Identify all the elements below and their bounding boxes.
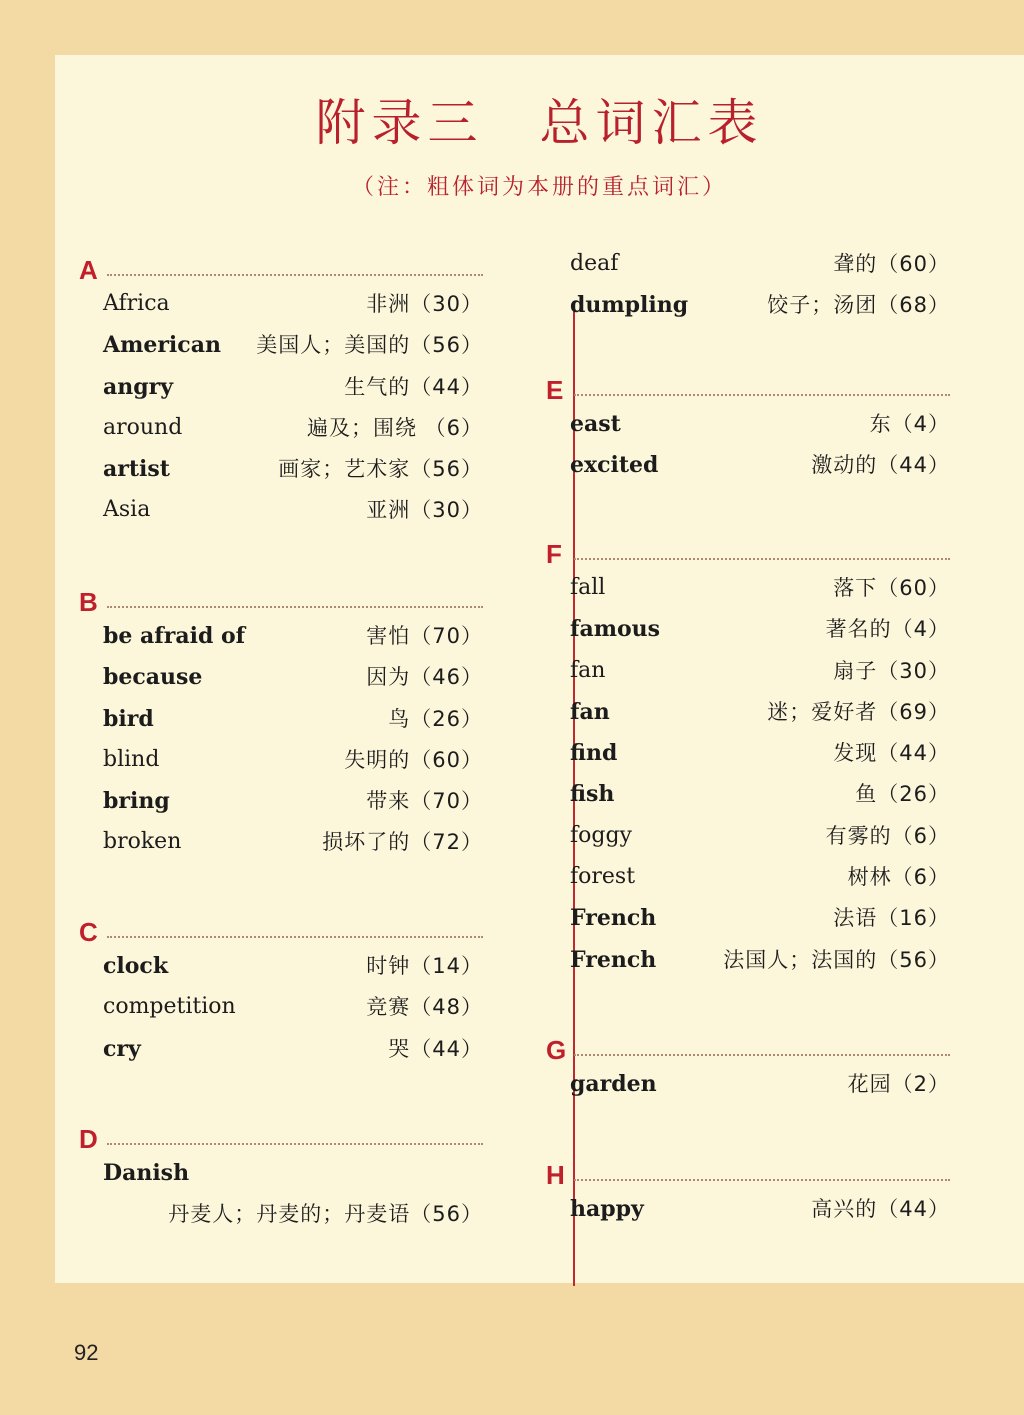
section-header <box>79 588 483 616</box>
entry-word: blind <box>103 746 160 772</box>
entry-meaning: 美国人；美国的（56） <box>256 333 483 358</box>
page-title: 附录三 总词汇表 <box>315 94 764 152</box>
section-letter: C <box>79 917 98 947</box>
entry-word: because <box>103 664 203 691</box>
dotted-rule <box>107 1143 483 1145</box>
entry-meaning: 花园（2） <box>847 1072 950 1096</box>
entry-word: find <box>570 740 618 767</box>
vocab-entry <box>103 740 483 781</box>
entry-meaning: 遍及；围绕 （6） <box>306 415 483 440</box>
vocab-entry <box>570 940 950 981</box>
vocab-entry <box>570 568 950 609</box>
vocab-entry <box>103 325 483 366</box>
vocab-entry <box>103 657 483 698</box>
entry-meaning: 亚洲（30） <box>366 498 483 523</box>
dotted-rule <box>107 936 483 938</box>
vocab-entry <box>570 404 950 445</box>
entry-meaning: 损坏了的（72） <box>322 830 483 855</box>
entry-meaning: 失明的（60） <box>344 747 483 772</box>
entry-word: bring <box>103 788 170 815</box>
dotted-rule <box>107 274 483 276</box>
entry-word: Asia <box>103 497 151 523</box>
vocab-entry <box>103 1029 483 1070</box>
vocab-entry <box>570 898 950 939</box>
section-header <box>546 1161 950 1189</box>
section-letter: D <box>79 1124 98 1154</box>
vocab-entry <box>570 1064 950 1105</box>
section-h <box>546 1161 950 1230</box>
section-header <box>546 376 950 404</box>
vocab-entry <box>570 774 950 815</box>
entry-meaning: 竞赛（48） <box>366 995 483 1020</box>
entry-word: bird <box>103 705 154 732</box>
vocab-entry <box>570 244 950 285</box>
entry-meaning: 丹麦人；丹麦的；丹麦语（56） <box>168 1202 483 1226</box>
entry-meaning: 时钟（14） <box>366 954 483 978</box>
entry-meaning: 画家；艺术家（56） <box>278 457 483 482</box>
vocab-entry <box>570 609 950 650</box>
dotted-rule <box>574 558 950 560</box>
entry-meaning: 发现（44） <box>833 741 950 766</box>
section-letter: B <box>79 587 98 617</box>
entry-meaning: 树林（6） <box>847 865 950 890</box>
vocab-entry <box>570 692 950 733</box>
entry-meaning: 鸟（26） <box>388 706 483 731</box>
entry-meaning: 激动的（44） <box>811 453 950 478</box>
entry-meaning: 有雾的（6） <box>825 823 950 848</box>
entry-meaning: 落下（60） <box>833 576 950 600</box>
entry-word: fan <box>570 698 610 725</box>
entry-meaning: 因为（46） <box>366 665 483 690</box>
entry-word: forest <box>570 864 636 890</box>
entry-meaning: 带来（70） <box>366 789 483 814</box>
dotted-rule <box>574 394 950 396</box>
vocab-entry <box>570 816 950 857</box>
entry-meaning: 害怕（70） <box>366 624 483 648</box>
vocab-entry <box>103 699 483 740</box>
entry-word: French <box>570 905 657 932</box>
vocab-entry <box>103 284 483 325</box>
entry-word: French <box>570 946 657 973</box>
vocab-entry <box>103 822 483 863</box>
section-header <box>79 918 483 946</box>
section-header <box>546 540 950 568</box>
vocab-entry <box>570 733 950 774</box>
entry-meaning: 哭（44） <box>388 1036 483 1061</box>
entry-word: fish <box>570 781 615 808</box>
vocab-entry <box>103 490 483 531</box>
dotted-rule <box>574 1054 950 1056</box>
section-d <box>79 1125 483 1235</box>
entry-word: American <box>103 332 221 359</box>
vocab-entry <box>103 1153 483 1235</box>
entry-word: competition <box>103 994 236 1020</box>
section-g <box>546 1036 950 1105</box>
entry-meaning: 法语（16） <box>833 906 950 931</box>
section-continued <box>546 244 950 327</box>
dotted-rule <box>107 606 483 608</box>
entry-word: clock <box>103 953 169 979</box>
vocab-entry <box>103 408 483 449</box>
entry-word: fall <box>570 575 606 600</box>
page-subtitle: （注：粗体词为本册的重点词汇） <box>351 175 727 200</box>
vocab-entry <box>103 367 483 408</box>
entry-meaning: 鱼（26） <box>855 782 950 807</box>
section-letter: A <box>79 255 98 285</box>
entry-word: broken <box>103 829 182 855</box>
section-header <box>546 1036 950 1064</box>
entry-word: artist <box>103 456 170 483</box>
vocab-entry <box>103 616 483 657</box>
entry-meaning: 东（4） <box>869 412 950 436</box>
entry-word: around <box>103 414 183 440</box>
entry-meaning: 扇子（30） <box>833 658 950 683</box>
entry-word: famous <box>570 616 661 643</box>
vocab-entry <box>103 781 483 822</box>
vocab-entry <box>570 1189 950 1230</box>
entry-meaning: 迷；爱好者（69） <box>767 699 950 724</box>
section-c <box>79 918 483 1070</box>
section-letter: E <box>546 375 564 405</box>
vocab-entry <box>570 857 950 898</box>
entry-word: Africa <box>103 291 170 316</box>
section-header <box>79 256 483 284</box>
section-a <box>79 256 483 532</box>
entry-meaning: 饺子；汤团（68） <box>767 293 950 318</box>
section-letter: F <box>546 539 562 569</box>
entry-word: foggy <box>570 822 632 848</box>
vocab-entry <box>570 285 950 326</box>
section-header <box>79 1125 483 1153</box>
entry-word: garden <box>570 1071 657 1097</box>
entry-word: be afraid of <box>103 623 246 649</box>
entry-word: fan <box>570 657 606 683</box>
vocab-entry <box>103 946 483 987</box>
section-b <box>79 588 483 864</box>
entry-word: Danish <box>103 1160 190 1186</box>
entry-word: happy <box>570 1196 644 1222</box>
entry-word: excited <box>570 452 659 479</box>
entry-word: cry <box>103 1035 141 1062</box>
vocab-entry <box>570 651 950 692</box>
section-letter: G <box>546 1035 567 1065</box>
entry-meaning: 非洲（30） <box>366 292 483 316</box>
entry-meaning: 法国人；法国的（56） <box>723 947 950 972</box>
entry-meaning: 著名的（4） <box>825 617 950 642</box>
page-number: 92 <box>74 1340 99 1365</box>
entry-word: angry <box>103 373 174 400</box>
vocab-entry <box>103 449 483 490</box>
section-letter: H <box>546 1160 565 1190</box>
dotted-rule <box>574 1179 950 1181</box>
entry-word: dumpling <box>570 292 689 319</box>
vocab-entry <box>570 445 950 486</box>
entry-word: deaf <box>570 251 619 276</box>
entry-meaning: 生气的（44） <box>344 374 483 399</box>
entry-word: east <box>570 411 621 437</box>
section-f <box>546 540 950 981</box>
vocab-entry <box>103 987 483 1028</box>
entry-meaning: 聋的（60） <box>833 252 950 276</box>
section-e <box>546 376 950 487</box>
entry-meaning: 高兴的（44） <box>811 1197 950 1221</box>
